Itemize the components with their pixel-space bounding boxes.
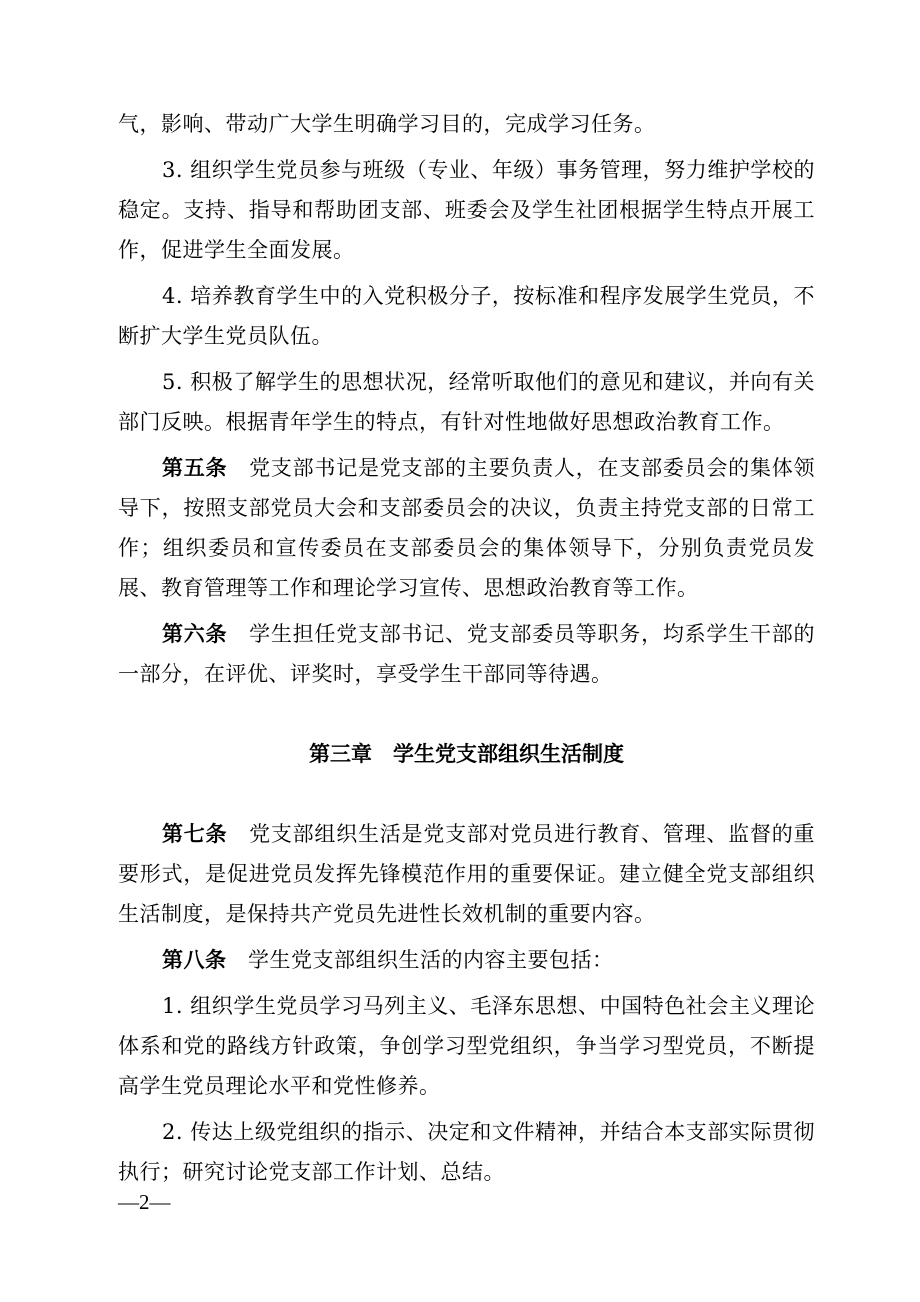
article-label: 第七条 bbox=[162, 822, 228, 846]
article-6 bbox=[118, 614, 815, 694]
paragraph-text: 党支部书记是党支部的主要负责人，在支部委员会的集体领导下，按照支部党员大会和支部委员会的决议，负责主持党支部的日常工作；组织委员和宣传委员在支部委员会的集体领导下，分别负责党员发展、教育管理等工作和理论学习宣传、思想政治教育等工作。 bbox=[118, 456, 816, 600]
document-page bbox=[118, 104, 815, 1198]
article-label: 第五条 bbox=[162, 456, 228, 480]
article-8 bbox=[118, 940, 815, 980]
paragraph-text: 2. 传达上级党组织的指示、决定和文件精神，并结合本支部实际贯彻执行；研究讨论党支部工作计划、总结。 bbox=[118, 1120, 815, 1184]
paragraph-text: 气，影响、带动广大学生明确学习目的，完成学习任务。 bbox=[118, 112, 656, 136]
paragraph-text: 学生担任党支部书记、党支部委员等职务，均系学生干部的一部分，在评优、评奖时，享受学生干部同等待遇。 bbox=[118, 622, 816, 686]
paragraph-1 bbox=[118, 104, 815, 144]
paragraph-2 bbox=[118, 150, 815, 270]
article-7 bbox=[118, 814, 815, 934]
paragraph-3 bbox=[118, 276, 815, 356]
paragraph-4 bbox=[118, 362, 815, 442]
paragraph-text: 3. 组织学生党员参与班级（专业、年级）事务管理，努力维护学校的稳定。支持、指导和帮助团支部、班委会及学生社团根据学生特点开展工作，促进学生全面发展。 bbox=[118, 158, 815, 262]
paragraph-text: 4. 培养教育学生中的入党积极分子，按标准和程序发展学生党员，不断扩大学生党员队伍。 bbox=[118, 284, 815, 348]
chapter-title: 第三章 学生党支部组织生活制度 bbox=[309, 742, 624, 766]
article-5 bbox=[118, 448, 815, 608]
article-label: 第六条 bbox=[162, 622, 228, 646]
paragraph-text: 党支部组织生活是党支部对党员进行教育、管理、监督的重要形式，是促进党员发挥先锋模范作用的重要保证。建立健全党支部组织生活制度，是保持共产党员先进性长效机制的重要内容。 bbox=[118, 822, 816, 926]
paragraph-text: 学生党支部组织生活的内容主要包括： bbox=[248, 948, 614, 972]
paragraph-item-2 bbox=[118, 1112, 815, 1192]
article-label: 第八条 bbox=[162, 948, 227, 972]
paragraph-text: 5. 积极了解学生的思想状况，经常听取他们的意见和建议，并向有关部门反映。根据青年学生的特点，有针对性地做好思想政治教育工作。 bbox=[118, 370, 815, 434]
page-number: —2— bbox=[118, 1190, 171, 1214]
paragraph-text: 1. 组织学生党员学习马列主义、毛泽东思想、中国特色社会主义理论体系和党的路线方针政策，争创学习型党组织，争当学习型党员，不断提高学生党员理论水平和党性修养。 bbox=[118, 994, 815, 1098]
paragraph-item-1 bbox=[118, 986, 815, 1106]
